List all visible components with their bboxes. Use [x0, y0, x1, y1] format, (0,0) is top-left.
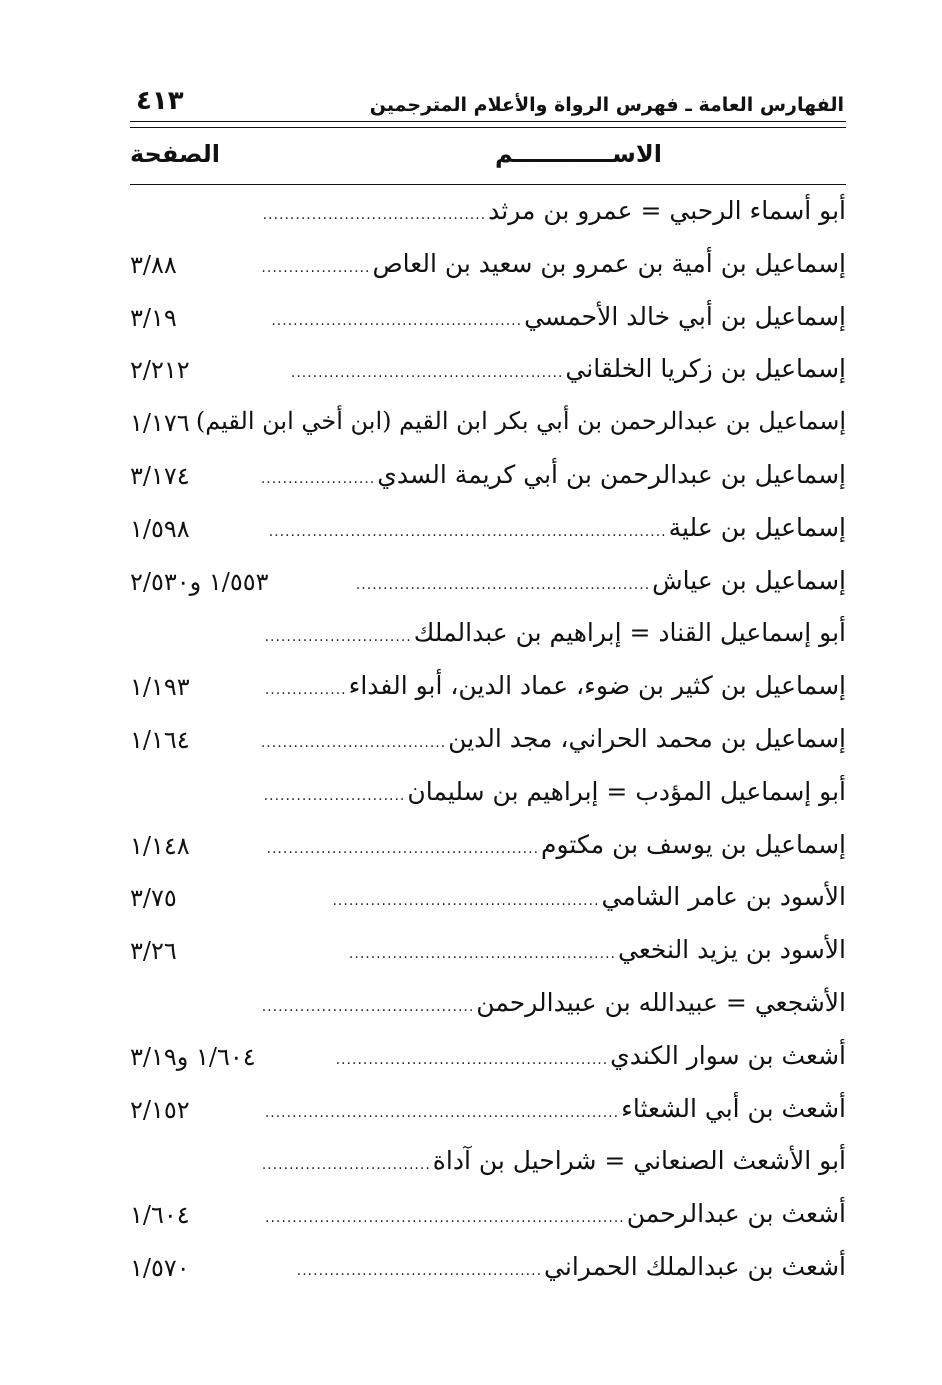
entry-name: إسماعيل بن أبي خالد الأحمسي	[524, 301, 846, 331]
entry-name: إسماعيل بن علية	[668, 512, 846, 542]
entry-page-ref: ١/٥٧٠	[130, 1253, 190, 1282]
entry-page-ref: ٢/١٥٢	[130, 1095, 190, 1124]
index-entries	[130, 192, 846, 1301]
entry-page-ref: ٢/٢١٢	[130, 356, 190, 385]
entry-name: إسماعيل بن أمية بن عمرو بن سعيد بن العاص	[372, 248, 846, 278]
leader-dots: .....................	[260, 470, 376, 487]
index-entry	[130, 403, 846, 456]
entry-name: أشعث بن عبدالرحمن	[626, 1199, 846, 1229]
index-entry	[130, 826, 846, 879]
leader-dots: .......................................	[261, 998, 475, 1015]
entry-name: إسماعيل بن عبدالرحمن بن أبي كريمة السدي	[377, 459, 846, 489]
leader-dots: ..................................................	[335, 1051, 609, 1068]
entry-page-ref: ١/٦٠٤	[130, 1201, 190, 1230]
index-entry	[130, 562, 846, 615]
leader-dots: .............................................	[296, 1262, 543, 1279]
entry-page-ref: ١/١٧٦	[130, 409, 190, 438]
entry-name: أشعث بن سوار الكندي	[610, 1040, 846, 1070]
header-title: الفهارس العامة ـ فهرس الرواة والأعلام المترجمين	[369, 94, 844, 116]
entry-page-ref: ١/١٤٨	[130, 831, 190, 860]
leader-dots: ..................................................	[266, 840, 540, 857]
page-column-label: الصفحة	[130, 140, 221, 168]
index-entry	[130, 192, 846, 245]
index-entry	[130, 720, 846, 773]
entry-name: إسماعيل بن زكريا الخلقاني	[565, 354, 846, 384]
entry-page-ref: ٣/٧٥	[130, 884, 177, 913]
index-entry	[130, 878, 846, 931]
entry-page-ref: ٣/١٩	[130, 303, 177, 332]
entry-name: إسماعيل بن يوسف بن مكتوم	[541, 829, 846, 859]
header-rule-upper	[130, 121, 846, 122]
leader-dots: ..................................	[260, 734, 447, 751]
index-entry	[130, 456, 846, 509]
entry-page-ref: ١/١٦٤	[130, 725, 190, 754]
name-column-label: الاســــــــــــم	[495, 140, 662, 168]
entry-name: إسماعيل بن عبدالرحمن بن أبي بكر ابن القيم (ابن أخي ابن القيم)	[195, 407, 846, 436]
page-number: ٤١٣	[136, 86, 184, 116]
entry-page-ref: ٣/١٧٤	[130, 461, 190, 490]
entry-page-ref: ١/٦٠٤ و٣/١٩	[130, 1042, 256, 1071]
entry-name: إسماعيل بن كثير بن ضوء، عماد الدين، أبو الفداء	[348, 671, 846, 701]
leader-dots: ..............................................	[271, 312, 523, 329]
entry-name: أبو الأشعث الصنعاني = شراحيل بن آداة	[432, 1146, 846, 1176]
index-entry	[130, 1090, 846, 1143]
entry-name: إسماعيل بن محمد الحراني، مجد الدين	[448, 723, 846, 753]
index-entry	[130, 1248, 846, 1301]
index-entry	[130, 1037, 846, 1090]
leader-dots: ..................................................................	[265, 1210, 625, 1227]
entry-page-ref: ١/٥٩٨	[130, 514, 190, 543]
entry-page-ref: ٣/٢٦	[130, 937, 177, 966]
running-header	[130, 80, 846, 116]
entry-page-ref: ٣/٨٨	[130, 250, 177, 279]
index-entry	[130, 614, 846, 667]
entry-name: الأسود بن عامر الشامي	[601, 882, 846, 912]
index-entry	[130, 667, 846, 720]
index-entry	[130, 773, 846, 826]
index-entry	[130, 350, 846, 403]
index-entry	[130, 509, 846, 562]
index-entry	[130, 931, 846, 984]
leader-dots: ...........................	[264, 629, 412, 646]
entry-name: أبو أسماء الرحبي = عمرو بن مرثد	[488, 196, 846, 225]
leader-dots: ..................................................	[290, 365, 564, 382]
leader-dots: ...............	[264, 682, 347, 699]
index-entry	[130, 245, 846, 298]
column-header	[130, 138, 846, 178]
entry-name: الأشجعي = عبيدالله بن عبيدالرحمن	[476, 987, 846, 1017]
leader-dots: ......................................................	[355, 576, 651, 593]
entry-name: إسماعيل بن عياش	[652, 565, 846, 595]
entry-name: أشعث بن أبي الشعثاء	[621, 1093, 846, 1123]
column-header-rule	[130, 184, 846, 185]
entry-name: أبو إسماعيل المؤدب = إبراهيم بن سليمان	[407, 776, 846, 806]
entry-name: أبو إسماعيل القناد = إبراهيم بن عبدالملك	[413, 618, 846, 648]
entry-page-ref: ١/١٩٣	[130, 673, 190, 702]
entry-name: الأسود بن يزيد النخعي	[617, 935, 846, 965]
header-rule-lower	[130, 127, 846, 128]
entry-page-ref: ١/٥٥٣ و٢/٥٣٠	[130, 567, 269, 596]
index-entry	[130, 984, 846, 1037]
leader-dots: .................................................................	[264, 1104, 620, 1121]
leader-dots: .........................................................................	[268, 523, 667, 540]
index-entry	[130, 1195, 846, 1248]
leader-dots: .................................................	[348, 946, 616, 963]
leader-dots: .........................................	[262, 207, 487, 223]
entry-name: أشعث بن عبدالملك الحمراني	[544, 1251, 846, 1281]
leader-dots: ..........................	[263, 787, 406, 804]
index-entry	[130, 1142, 846, 1195]
leader-dots: ...............................	[261, 1157, 431, 1174]
leader-dots: .................................................	[332, 893, 600, 910]
leader-dots: ....................	[261, 259, 371, 276]
index-entry	[130, 298, 846, 351]
